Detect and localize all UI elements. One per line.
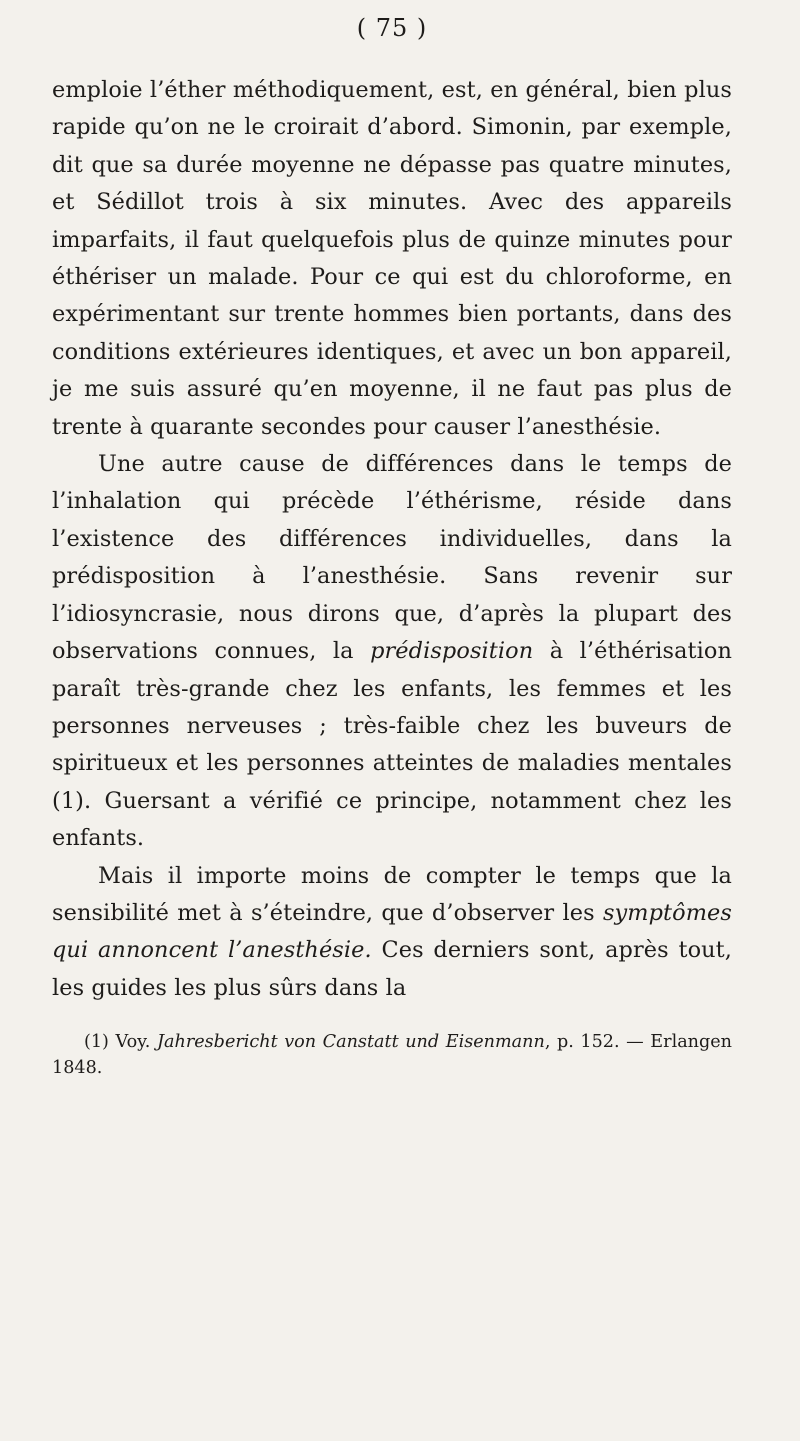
footnote-marker: (1) Voy. [84,1032,157,1053]
footnote-1 [52,1029,732,1081]
paragraph-2 [52,446,732,857]
footnotes [52,1029,732,1081]
text-segment: Une autre cause de différences dans le temps de l’inhalation qui précède l’éthérisme, réside dans l’existence des différences individuelles, dans la prédisposition à l’anesthésie. Sans revenir sur l’idiosyncrasie, nous dirons que, d’après la plupart des observations connues, la [52,451,732,665]
italic-segment: symptômes qui annoncent l’anesthésie. [52,899,732,964]
paragraph-1 [52,72,732,446]
text-segment: à l’éthérisation paraît très-grande chez les enfants, les femmes et les personnes nerveuses ; très-faible chez les buveurs de spiritueux et les personnes atteintes de maladies mentales (1). Guersant a vérifié ce principe, notamment chez les enfants. [52,638,733,852]
italic-segment: prédisposition [370,638,534,665]
text-segment: emploie l’éther méthodiquement, est, en général, bien plus rapide qu’on ne le croirait d’abord. Simonin, par exemple, dit que sa durée moyenne ne dépasse pas quatre minutes, et Sédillot trois à six minutes. Avec des appareils imparfaits, il faut quelquefois plus de quinze minutes pour éthériser un malade. Pour ce qui est du chloroforme, en expérimentant sur trente hommes bien portants, dans des conditions extérieures identiques, et avec un bon appareil, je me suis assuré qu’en moyenne, il ne faut pas plus de trente à quarante secondes pour causer l’anesthésie. [52,77,732,440]
footnote-title: Jahresbericht von Canstatt und Eisenmann [156,1032,545,1053]
body-text [52,72,732,1007]
footnote-reference: , p. 152. — Erlangen 1848. [52,1032,733,1079]
paragraph-3 [52,858,732,1008]
page-number: ( 75 ) [356,14,428,42]
text-segment: Mais il importe moins de compter le temps que la sensibilité met à s’éteindre, que d’observer les [52,862,732,926]
text-segment: Ces derniers sont, après tout, les guides les plus sûrs dans la [52,937,732,1001]
